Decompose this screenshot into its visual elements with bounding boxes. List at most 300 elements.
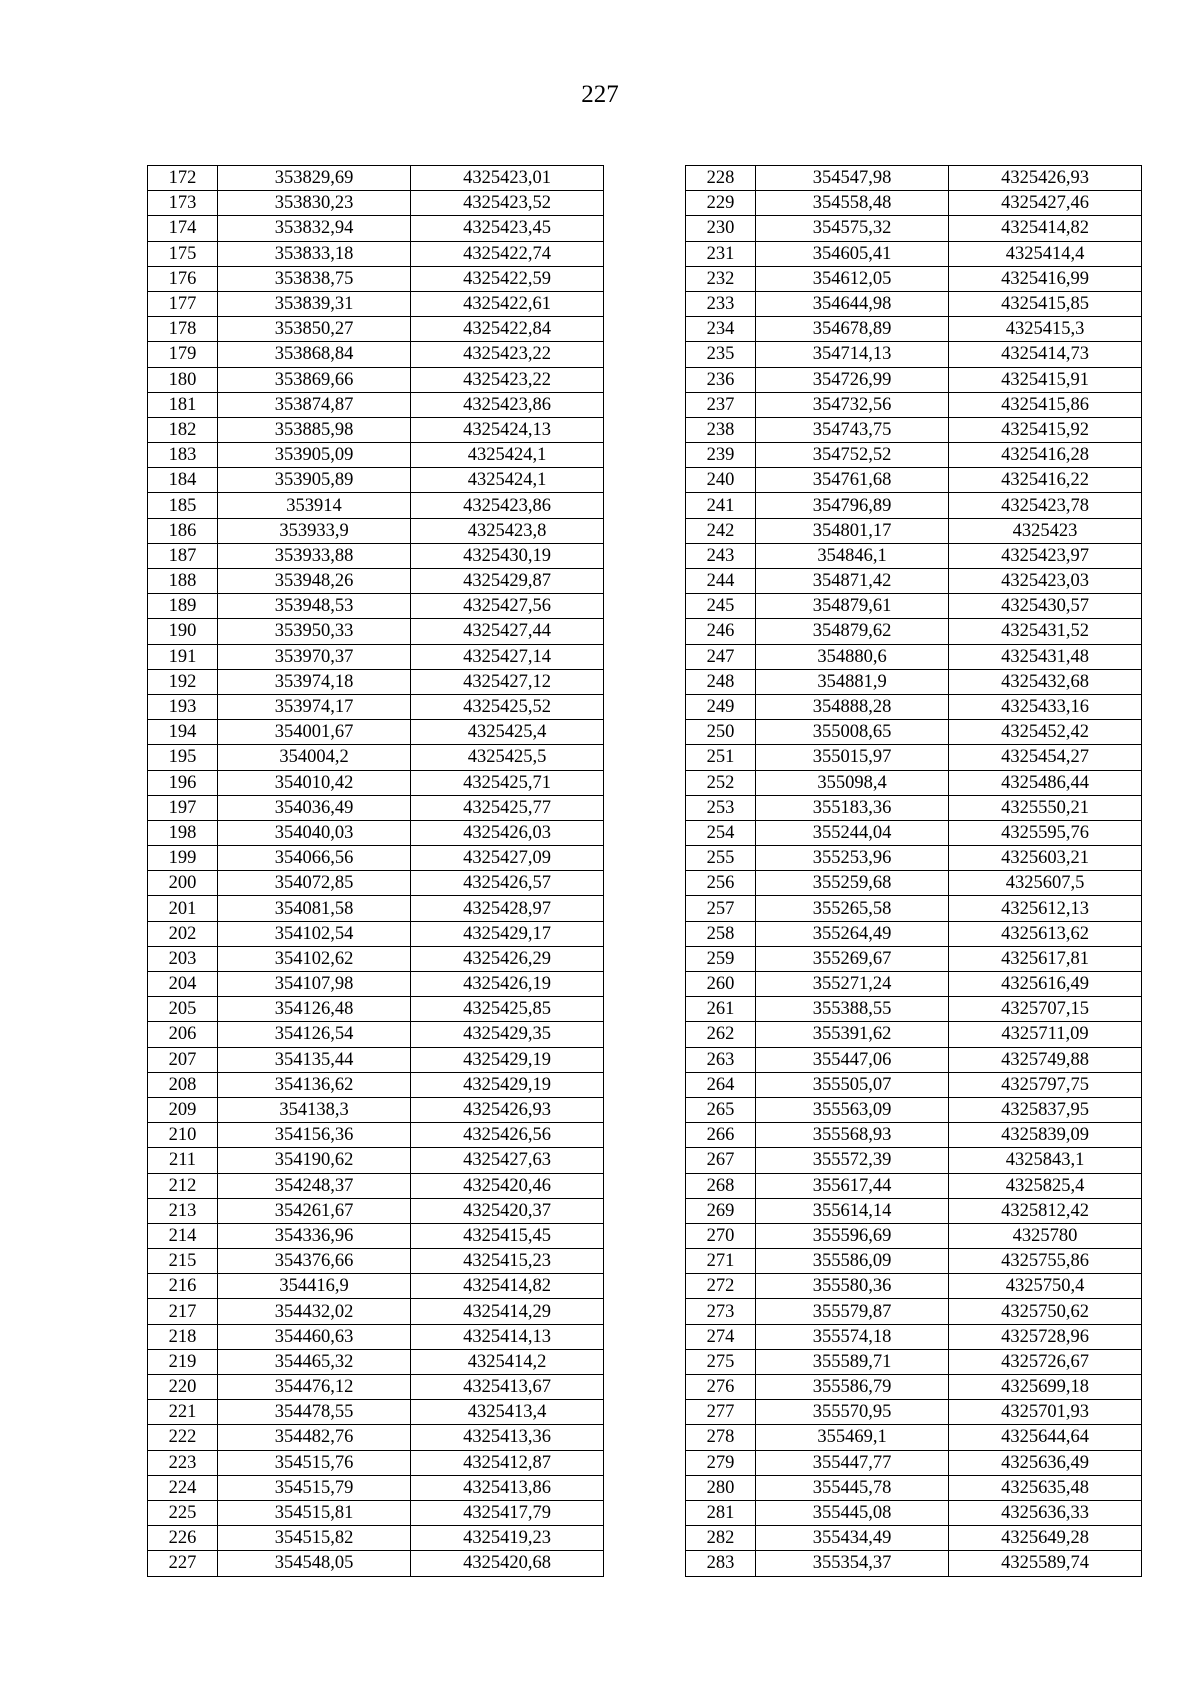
y-coordinate-cell: 4325423,22 [411, 342, 604, 367]
x-coordinate-cell: 354476,12 [218, 1375, 411, 1400]
x-coordinate-cell: 353874,87 [218, 392, 411, 417]
y-coordinate-cell: 4325423,86 [411, 493, 604, 518]
table-row [686, 1400, 1142, 1425]
table-row [148, 921, 604, 946]
table-row [686, 166, 1142, 191]
x-coordinate-cell: 355447,06 [756, 1047, 949, 1072]
point-number-cell: 200 [148, 871, 218, 896]
y-coordinate-cell: 4325429,17 [411, 921, 604, 946]
x-coordinate-cell: 355264,49 [756, 921, 949, 946]
point-number-cell: 211 [148, 1148, 218, 1173]
y-coordinate-cell: 4325414,73 [949, 342, 1142, 367]
y-coordinate-cell: 4325414,29 [411, 1299, 604, 1324]
x-coordinate-cell: 354001,67 [218, 720, 411, 745]
x-coordinate-cell: 353833,18 [218, 241, 411, 266]
y-coordinate-cell: 4325749,88 [949, 1047, 1142, 1072]
table-row [148, 1500, 604, 1525]
y-coordinate-cell: 4325426,93 [411, 1097, 604, 1122]
y-coordinate-cell: 4325427,14 [411, 644, 604, 669]
y-coordinate-cell: 4325413,67 [411, 1375, 604, 1400]
table-row [686, 871, 1142, 896]
y-coordinate-cell: 4325613,62 [949, 921, 1142, 946]
point-number-cell: 184 [148, 468, 218, 493]
point-number-cell: 208 [148, 1072, 218, 1097]
coordinates-table-left [147, 165, 604, 1577]
coordinates-table-right [685, 165, 1142, 1577]
x-coordinate-cell: 355568,93 [756, 1123, 949, 1148]
x-coordinate-cell: 353933,88 [218, 543, 411, 568]
point-number-cell: 221 [148, 1400, 218, 1425]
point-number-cell: 239 [686, 443, 756, 468]
table-row [686, 241, 1142, 266]
table-row [686, 820, 1142, 845]
y-coordinate-cell: 4325780 [949, 1223, 1142, 1248]
x-coordinate-cell: 354880,6 [756, 644, 949, 669]
x-coordinate-cell: 354548,05 [218, 1551, 411, 1576]
table-row [686, 1349, 1142, 1374]
x-coordinate-cell: 355469,1 [756, 1425, 949, 1450]
table-row [148, 392, 604, 417]
table-row [686, 1173, 1142, 1198]
table-row [148, 1551, 604, 1576]
table-row [148, 317, 604, 342]
table-row [148, 1249, 604, 1274]
y-coordinate-cell: 4325616,49 [949, 972, 1142, 997]
y-coordinate-cell: 4325424,1 [411, 443, 604, 468]
point-number-cell: 188 [148, 569, 218, 594]
table-row [148, 1450, 604, 1475]
point-number-cell: 209 [148, 1097, 218, 1122]
x-coordinate-cell: 354761,68 [756, 468, 949, 493]
point-number-cell: 223 [148, 1450, 218, 1475]
x-coordinate-cell: 354465,32 [218, 1349, 411, 1374]
x-coordinate-cell: 353905,09 [218, 443, 411, 468]
x-coordinate-cell: 355253,96 [756, 846, 949, 871]
point-number-cell: 210 [148, 1123, 218, 1148]
x-coordinate-cell: 354416,9 [218, 1274, 411, 1299]
point-number-cell: 235 [686, 342, 756, 367]
point-number-cell: 205 [148, 997, 218, 1022]
point-number-cell: 232 [686, 266, 756, 291]
y-coordinate-cell: 4325416,99 [949, 266, 1142, 291]
point-number-cell: 263 [686, 1047, 756, 1072]
table-row [686, 569, 1142, 594]
y-coordinate-cell: 4325423,8 [411, 518, 604, 543]
y-coordinate-cell: 4325412,87 [411, 1450, 604, 1475]
x-coordinate-cell: 354135,44 [218, 1047, 411, 1072]
table-row [148, 518, 604, 543]
point-number-cell: 244 [686, 569, 756, 594]
table-row [148, 1349, 604, 1374]
point-number-cell: 192 [148, 669, 218, 694]
x-coordinate-cell: 355098,4 [756, 770, 949, 795]
y-coordinate-cell: 4325843,1 [949, 1148, 1142, 1173]
table-row [148, 1097, 604, 1122]
y-coordinate-cell: 4325728,96 [949, 1324, 1142, 1349]
y-coordinate-cell: 4325423,45 [411, 216, 604, 241]
point-number-cell: 201 [148, 896, 218, 921]
table-row [686, 997, 1142, 1022]
y-coordinate-cell: 4325416,22 [949, 468, 1142, 493]
x-coordinate-cell: 354036,49 [218, 795, 411, 820]
point-number-cell: 260 [686, 972, 756, 997]
table-row [686, 1551, 1142, 1576]
table-row [686, 291, 1142, 316]
table-row [148, 241, 604, 266]
point-number-cell: 190 [148, 619, 218, 644]
table-row [148, 1022, 604, 1047]
y-coordinate-cell: 4325419,23 [411, 1526, 604, 1551]
table-row [148, 266, 604, 291]
y-coordinate-cell: 4325425,71 [411, 770, 604, 795]
x-coordinate-cell: 355586,09 [756, 1249, 949, 1274]
point-number-cell: 236 [686, 367, 756, 392]
x-coordinate-cell: 355617,44 [756, 1173, 949, 1198]
point-number-cell: 262 [686, 1022, 756, 1047]
table-row [686, 417, 1142, 442]
table-row [686, 367, 1142, 392]
table-row [686, 644, 1142, 669]
table-row [686, 1450, 1142, 1475]
table-row [686, 443, 1142, 468]
point-number-cell: 218 [148, 1324, 218, 1349]
point-number-cell: 248 [686, 669, 756, 694]
table-row [686, 1324, 1142, 1349]
y-coordinate-cell: 4325427,44 [411, 619, 604, 644]
y-coordinate-cell: 4325429,87 [411, 569, 604, 594]
table-row [148, 1324, 604, 1349]
y-coordinate-cell: 4325423,03 [949, 569, 1142, 594]
table-row [148, 367, 604, 392]
y-coordinate-cell: 4325797,75 [949, 1072, 1142, 1097]
x-coordinate-cell: 354156,36 [218, 1123, 411, 1148]
point-number-cell: 281 [686, 1500, 756, 1525]
table-row [686, 896, 1142, 921]
table-row [686, 342, 1142, 367]
point-number-cell: 215 [148, 1249, 218, 1274]
point-number-cell: 181 [148, 392, 218, 417]
point-number-cell: 214 [148, 1223, 218, 1248]
x-coordinate-cell: 355391,62 [756, 1022, 949, 1047]
point-number-cell: 175 [148, 241, 218, 266]
table-row [686, 1526, 1142, 1551]
y-coordinate-cell: 4325427,63 [411, 1148, 604, 1173]
x-coordinate-cell: 354575,32 [756, 216, 949, 241]
x-coordinate-cell: 354644,98 [756, 291, 949, 316]
table-row [686, 1047, 1142, 1072]
x-coordinate-cell: 354138,3 [218, 1097, 411, 1122]
y-coordinate-cell: 4325750,4 [949, 1274, 1142, 1299]
point-number-cell: 240 [686, 468, 756, 493]
y-coordinate-cell: 4325414,82 [411, 1274, 604, 1299]
y-coordinate-cell: 4325649,28 [949, 1526, 1142, 1551]
y-coordinate-cell: 4325415,91 [949, 367, 1142, 392]
table-row [148, 1375, 604, 1400]
table-row [686, 1022, 1142, 1047]
point-number-cell: 258 [686, 921, 756, 946]
x-coordinate-cell: 354726,99 [756, 367, 949, 392]
x-coordinate-cell: 354801,17 [756, 518, 949, 543]
y-coordinate-cell: 4325415,85 [949, 291, 1142, 316]
table-row [148, 1274, 604, 1299]
point-number-cell: 196 [148, 770, 218, 795]
x-coordinate-cell: 353839,31 [218, 291, 411, 316]
table-row [686, 694, 1142, 719]
table-row [148, 216, 604, 241]
x-coordinate-cell: 355388,55 [756, 997, 949, 1022]
x-coordinate-cell: 354515,82 [218, 1526, 411, 1551]
x-coordinate-cell: 354871,42 [756, 569, 949, 594]
point-number-cell: 233 [686, 291, 756, 316]
x-coordinate-cell: 355015,97 [756, 745, 949, 770]
x-coordinate-cell: 354261,67 [218, 1198, 411, 1223]
x-coordinate-cell: 354004,2 [218, 745, 411, 770]
point-number-cell: 243 [686, 543, 756, 568]
point-number-cell: 250 [686, 720, 756, 745]
y-coordinate-cell: 4325423 [949, 518, 1142, 543]
x-coordinate-cell: 354743,75 [756, 417, 949, 442]
point-number-cell: 259 [686, 946, 756, 971]
table-row [686, 1198, 1142, 1223]
point-number-cell: 197 [148, 795, 218, 820]
table-row [148, 1072, 604, 1097]
y-coordinate-cell: 4325415,92 [949, 417, 1142, 442]
x-coordinate-cell: 353948,26 [218, 569, 411, 594]
y-coordinate-cell: 4325429,19 [411, 1072, 604, 1097]
point-number-cell: 267 [686, 1148, 756, 1173]
table-row [686, 745, 1142, 770]
x-coordinate-cell: 354248,37 [218, 1173, 411, 1198]
y-coordinate-cell: 4325414,82 [949, 216, 1142, 241]
point-number-cell: 212 [148, 1173, 218, 1198]
point-number-cell: 265 [686, 1097, 756, 1122]
y-coordinate-cell: 4325413,86 [411, 1475, 604, 1500]
x-coordinate-cell: 354336,96 [218, 1223, 411, 1248]
table-row [148, 468, 604, 493]
x-coordinate-cell: 354515,79 [218, 1475, 411, 1500]
point-number-cell: 272 [686, 1274, 756, 1299]
point-number-cell: 213 [148, 1198, 218, 1223]
y-coordinate-cell: 4325550,21 [949, 795, 1142, 820]
point-number-cell: 189 [148, 594, 218, 619]
y-coordinate-cell: 4325707,15 [949, 997, 1142, 1022]
x-coordinate-cell: 354478,55 [218, 1400, 411, 1425]
table-row [686, 493, 1142, 518]
y-coordinate-cell: 4325424,13 [411, 417, 604, 442]
y-coordinate-cell: 4325726,67 [949, 1349, 1142, 1374]
x-coordinate-cell: 353914 [218, 493, 411, 518]
x-coordinate-cell: 355354,37 [756, 1551, 949, 1576]
y-coordinate-cell: 4325422,61 [411, 291, 604, 316]
x-coordinate-cell: 354010,42 [218, 770, 411, 795]
point-number-cell: 274 [686, 1324, 756, 1349]
point-number-cell: 280 [686, 1475, 756, 1500]
point-number-cell: 216 [148, 1274, 218, 1299]
x-coordinate-cell: 354879,61 [756, 594, 949, 619]
x-coordinate-cell: 355586,79 [756, 1375, 949, 1400]
table-row [148, 669, 604, 694]
point-number-cell: 183 [148, 443, 218, 468]
point-number-cell: 225 [148, 1500, 218, 1525]
y-coordinate-cell: 4325612,13 [949, 896, 1142, 921]
point-number-cell: 247 [686, 644, 756, 669]
x-coordinate-cell: 354102,62 [218, 946, 411, 971]
table-row [148, 795, 604, 820]
y-coordinate-cell: 4325454,27 [949, 745, 1142, 770]
table-row [148, 1173, 604, 1198]
point-number-cell: 172 [148, 166, 218, 191]
table-row [148, 1475, 604, 1500]
point-number-cell: 278 [686, 1425, 756, 1450]
table-row [686, 1123, 1142, 1148]
point-number-cell: 234 [686, 317, 756, 342]
x-coordinate-cell: 355244,04 [756, 820, 949, 845]
y-coordinate-cell: 4325486,44 [949, 770, 1142, 795]
x-coordinate-cell: 354460,63 [218, 1324, 411, 1349]
point-number-cell: 227 [148, 1551, 218, 1576]
table-row [686, 1475, 1142, 1500]
y-coordinate-cell: 4325607,5 [949, 871, 1142, 896]
y-coordinate-cell: 4325426,29 [411, 946, 604, 971]
table-row [148, 1400, 604, 1425]
point-number-cell: 226 [148, 1526, 218, 1551]
point-number-cell: 273 [686, 1299, 756, 1324]
table-row [686, 1223, 1142, 1248]
table-row [686, 1299, 1142, 1324]
point-number-cell: 269 [686, 1198, 756, 1223]
x-coordinate-cell: 354107,98 [218, 972, 411, 997]
y-coordinate-cell: 4325427,09 [411, 846, 604, 871]
point-number-cell: 242 [686, 518, 756, 543]
x-coordinate-cell: 355596,69 [756, 1223, 949, 1248]
table-row [148, 720, 604, 745]
table-row [686, 518, 1142, 543]
x-coordinate-cell: 353974,18 [218, 669, 411, 694]
table-row [148, 1223, 604, 1248]
point-number-cell: 268 [686, 1173, 756, 1198]
point-number-cell: 275 [686, 1349, 756, 1374]
table-row [686, 392, 1142, 417]
point-number-cell: 174 [148, 216, 218, 241]
y-coordinate-cell: 4325750,62 [949, 1299, 1142, 1324]
x-coordinate-cell: 355505,07 [756, 1072, 949, 1097]
point-number-cell: 198 [148, 820, 218, 845]
y-coordinate-cell: 4325423,52 [411, 191, 604, 216]
y-coordinate-cell: 4325644,64 [949, 1425, 1142, 1450]
table-row [148, 594, 604, 619]
point-number-cell: 199 [148, 846, 218, 871]
table-row [148, 1148, 604, 1173]
y-coordinate-cell: 4325414,13 [411, 1324, 604, 1349]
table-row [148, 166, 604, 191]
y-coordinate-cell: 4325423,01 [411, 166, 604, 191]
x-coordinate-cell: 355265,58 [756, 896, 949, 921]
point-number-cell: 177 [148, 291, 218, 316]
point-number-cell: 229 [686, 191, 756, 216]
y-coordinate-cell: 4325415,3 [949, 317, 1142, 342]
table-row [148, 644, 604, 669]
x-coordinate-cell: 355580,36 [756, 1274, 949, 1299]
table-row [686, 1425, 1142, 1450]
y-coordinate-cell: 4325427,46 [949, 191, 1142, 216]
table-row [148, 694, 604, 719]
y-coordinate-cell: 4325420,46 [411, 1173, 604, 1198]
x-coordinate-cell: 354752,52 [756, 443, 949, 468]
x-coordinate-cell: 354881,9 [756, 669, 949, 694]
table-row [686, 543, 1142, 568]
y-coordinate-cell: 4325426,56 [411, 1123, 604, 1148]
table-row [148, 946, 604, 971]
x-coordinate-cell: 355563,09 [756, 1097, 949, 1122]
y-coordinate-cell: 4325589,74 [949, 1551, 1142, 1576]
x-coordinate-cell: 355579,87 [756, 1299, 949, 1324]
table-row [686, 1148, 1142, 1173]
x-coordinate-cell: 354126,48 [218, 997, 411, 1022]
y-coordinate-cell: 4325417,79 [411, 1500, 604, 1525]
x-coordinate-cell: 353869,66 [218, 367, 411, 392]
point-number-cell: 231 [686, 241, 756, 266]
x-coordinate-cell: 355447,77 [756, 1450, 949, 1475]
point-number-cell: 182 [148, 417, 218, 442]
x-coordinate-cell: 354879,62 [756, 619, 949, 644]
y-coordinate-cell: 4325423,22 [411, 367, 604, 392]
point-number-cell: 238 [686, 417, 756, 442]
table-row [148, 1526, 604, 1551]
point-number-cell: 245 [686, 594, 756, 619]
x-coordinate-cell: 353830,23 [218, 191, 411, 216]
table-row [686, 1375, 1142, 1400]
y-coordinate-cell: 4325617,81 [949, 946, 1142, 971]
y-coordinate-cell: 4325431,52 [949, 619, 1142, 644]
x-coordinate-cell: 355589,71 [756, 1349, 949, 1374]
x-coordinate-cell: 354482,76 [218, 1425, 411, 1450]
y-coordinate-cell: 4325422,74 [411, 241, 604, 266]
point-number-cell: 261 [686, 997, 756, 1022]
point-number-cell: 251 [686, 745, 756, 770]
table-row [686, 921, 1142, 946]
x-coordinate-cell: 354732,56 [756, 392, 949, 417]
y-coordinate-cell: 4325423,86 [411, 392, 604, 417]
table-row [148, 972, 604, 997]
x-coordinate-cell: 354612,05 [756, 266, 949, 291]
point-number-cell: 191 [148, 644, 218, 669]
x-coordinate-cell: 354558,48 [756, 191, 949, 216]
y-coordinate-cell: 4325422,59 [411, 266, 604, 291]
y-coordinate-cell: 4325431,48 [949, 644, 1142, 669]
x-coordinate-cell: 353950,33 [218, 619, 411, 644]
y-coordinate-cell: 4325426,57 [411, 871, 604, 896]
point-number-cell: 176 [148, 266, 218, 291]
table-row [686, 669, 1142, 694]
table-row [686, 619, 1142, 644]
point-number-cell: 270 [686, 1223, 756, 1248]
table-row [148, 443, 604, 468]
y-coordinate-cell: 4325415,23 [411, 1249, 604, 1274]
point-number-cell: 282 [686, 1526, 756, 1551]
y-coordinate-cell: 4325636,49 [949, 1450, 1142, 1475]
x-coordinate-cell: 353885,98 [218, 417, 411, 442]
x-coordinate-cell: 355614,14 [756, 1198, 949, 1223]
y-coordinate-cell: 4325433,16 [949, 694, 1142, 719]
x-coordinate-cell: 354515,76 [218, 1450, 411, 1475]
table-row [148, 191, 604, 216]
y-coordinate-cell: 4325701,93 [949, 1400, 1142, 1425]
y-coordinate-cell: 4325425,4 [411, 720, 604, 745]
x-coordinate-cell: 353948,53 [218, 594, 411, 619]
table-row [148, 1425, 604, 1450]
x-coordinate-cell: 354796,89 [756, 493, 949, 518]
y-coordinate-cell: 4325415,86 [949, 392, 1142, 417]
